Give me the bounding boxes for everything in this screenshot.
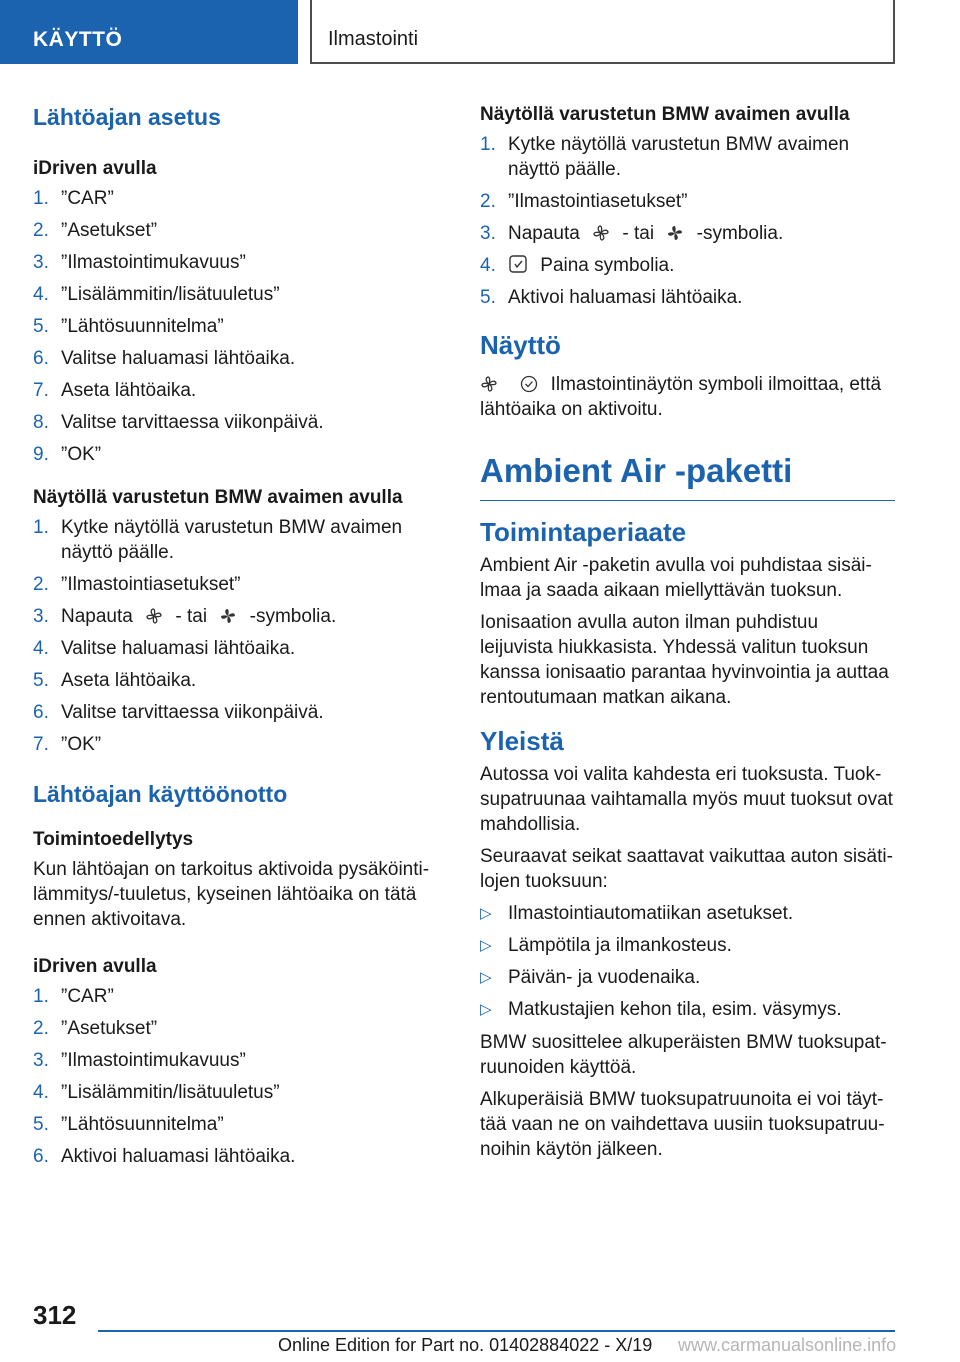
principle-text-1: Ambient Air -paketin avulla voi puhdistaa sisäilmaa ja saada aikaan miellyttävän tuoksun. [480,555,872,601]
list-item: 5. Aseta lähtöaika. [33,670,197,691]
header-chapter-title: Ilmastointi [310,0,895,64]
page-number: 312 [33,1300,77,1330]
list-item: 7. Aseta lähtöaika. [33,380,197,401]
general-text-4: Alkuperäisiä BMW tuoksupatruunoita ei voi täyttää vaan ne on vaihdettava uusiin tuoksupatruunoihin käytön jälkeen. [480,1089,885,1160]
heading-display: Näyttö [480,330,561,360]
right-column [480,100,895,1169]
list-item: 3. Napauta - tai -symbolia. [33,606,337,627]
list-item: ▷ Päivän- ja vuodenaika. [480,967,701,988]
heading-idrive-2: iDriven avulla [33,956,157,977]
principle-text-2: Ionisaation avulla auton ilman puhdistuu leijuvista hiukkasista. Yhdessä valitun tuoksun kanssa ionisaatio parantaa hyvinvointia ja auttaa rentoutumaan matkan aikana. [480,612,889,708]
header-section-tab: KÄYTTÖ [0,0,298,64]
heading-ambient-air: Ambient Air -paketti [480,448,895,501]
list-item: 3. Napauta - tai -symbolia. [480,223,784,244]
general-text-2: Seuraavat seikat saattavat vaikuttaa auton sisätilojen tuoksuun: [480,846,893,892]
key-touch-icon [508,254,528,274]
list-item: 1. Kytke näytöllä varustetun BMW avaimen näyttö päälle. [33,517,403,563]
list-item: 8. Valitse tarvittaessa viikonpäivä. [33,412,324,433]
list-item: 3. ”Ilmastointimukavuus” [33,252,246,273]
heading-general: Yleistä [480,726,564,756]
left-column [33,100,433,1185]
list-item: 2. ”Asetukset” [33,220,158,241]
heading-departure-setting: Lähtöajan asetus [33,104,221,130]
footer-watermark[interactable]: www.carmanualsonline.info [678,1335,897,1355]
heading-prerequisite: Toimintoedellytys [33,829,194,850]
list-item: ▷ Matkustajien kehon tila, esim. väsymys. [480,999,842,1020]
list-item: 4. Valitse haluamasi lähtöaika. [33,638,296,659]
fan-outline-icon [592,224,610,242]
footer-divider [98,1330,895,1332]
list-item: ▷ Ilmastointiautomatiikan asetukset. [480,903,794,924]
list-item: 1. Kytke näytöllä varustetun BMW avaimen näyttö päälle. [480,134,850,180]
list-item: 2. ”Ilmastointiasetukset” [480,191,688,212]
heading-principle: Toimintaperiaate [480,517,687,547]
clock-check-icon [520,375,538,393]
fan-filled-icon [666,224,684,242]
list-item: 5. ”Lähtösuunnitelma” [33,316,224,337]
heading-idrive-1: iDriven avulla [33,158,157,179]
list-item: 2. ”Ilmastointiasetukset” [33,574,241,595]
fan-outline-icon [145,607,163,625]
list-item: 2. ”Asetukset” [33,1018,158,1039]
heading-key-right: Näytöllä varustetun BMW avaimen avulla [480,104,850,125]
idrive2-steps [33,984,433,1169]
general-text-3: BMW suosittelee alkuperäisten BMW tuoksupatruunoiden käyttöä. [480,1032,887,1078]
list-item: 7. ”OK” [33,734,102,755]
key-steps-right [480,132,895,310]
list-item: 4. ”Lisälämmitin/lisätuuletus” [33,284,280,305]
list-item: 1. ”CAR” [33,188,114,209]
fan-filled-icon [219,607,237,625]
factor-list [480,901,895,1022]
key-steps-left [33,515,433,757]
general-text-1: Autossa voi valita kahdesta eri tuoksusta. Tuoksupatruunaa vaihtamalla myös muut tuoksut ovat mahdollisia. [480,764,893,835]
idrive1-steps [33,186,433,467]
prerequisite-text: Kun lähtöajan on tarkoitus aktivoida pysäköintilämmitys/-tuuletus, kyseinen lähtöaika on tätä ennen aktivoitava. [33,859,430,930]
list-item: 4. ”Lisälämmitin/lisätuuletus” [33,1082,280,1103]
list-item: 3. ”Ilmastointimukavuus” [33,1050,246,1071]
footer-edition: Online Edition for Part no. 01402884022 - X/19 [278,1335,653,1355]
heading-key-left: Näytöllä varustetun BMW avaimen avulla [33,487,403,508]
list-item: 6. Valitse haluamasi lähtöaika. [33,348,296,369]
heading-departure-activation: Lähtöajan käyttöönotto [33,781,288,807]
list-item: 4. Paina symbolia. [480,255,675,276]
list-item: 9. ”OK” [33,444,102,465]
list-item: 6. Aktivoi haluamasi lähtöaika. [33,1146,296,1167]
list-item: 1. ”CAR” [33,986,114,1007]
list-item: 6. Valitse tarvittaessa viikonpäivä. [33,702,324,723]
fan-outline-icon [480,375,498,393]
display-text: Ilmastointinäytön symboli ilmoittaa, että lähtöaika on aktivoitu. [480,374,882,420]
list-item: 5. Aktivoi haluamasi lähtöaika. [480,287,743,308]
list-item: 5. ”Lähtösuunnitelma” [33,1114,224,1135]
list-item: ▷ Lämpötila ja ilmankosteus. [480,935,732,956]
